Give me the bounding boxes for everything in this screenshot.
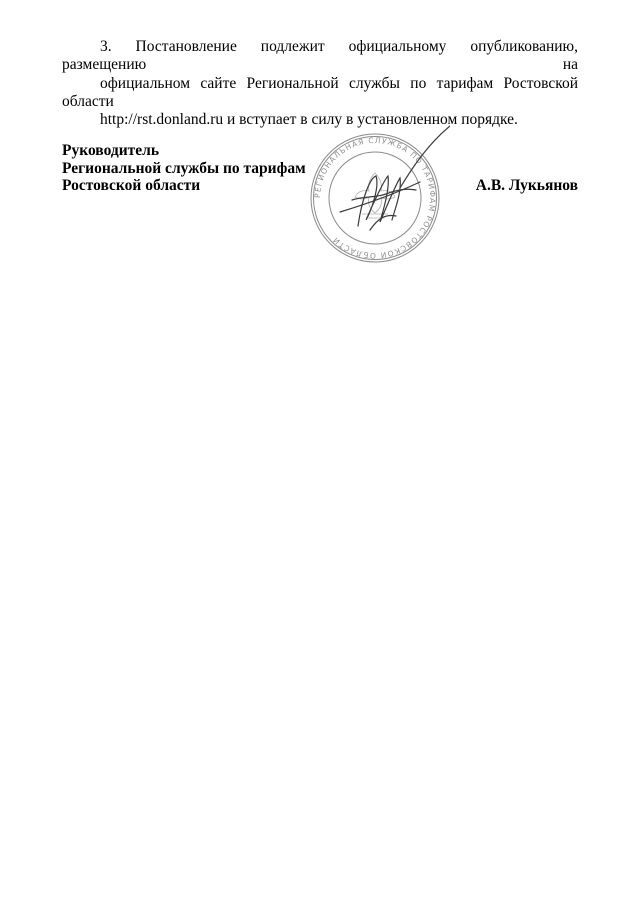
publication-paragraph [62, 38, 578, 129]
official-seal-with-signature [300, 118, 450, 268]
seal-ring-text: РЕГИОНАЛЬНАЯ СЛУЖБА ПО ТАРИФАМ РОСТОВСКОЙ ОБЛАСТИ [312, 135, 438, 261]
signatory-title-line-1: Руководитель [62, 142, 160, 159]
signatory-title-line-3: Ростовской области [62, 177, 201, 194]
paragraph-line-2: официальном сайте Региональной службы по тарифам Ростовской области [62, 74, 578, 110]
signatory-name: А.В. Лукьянов [475, 177, 578, 194]
paragraph-line-1: 3. Постановление подлежит официальному опубликованию, размещению на [62, 38, 578, 74]
paragraph-line-3: http://rst.donland.ru и вступает в силу в установленном порядке. [100, 111, 518, 129]
signatory-title [62, 142, 306, 195]
signatory-title-line-2: Региональной службы по тарифам [62, 159, 306, 177]
